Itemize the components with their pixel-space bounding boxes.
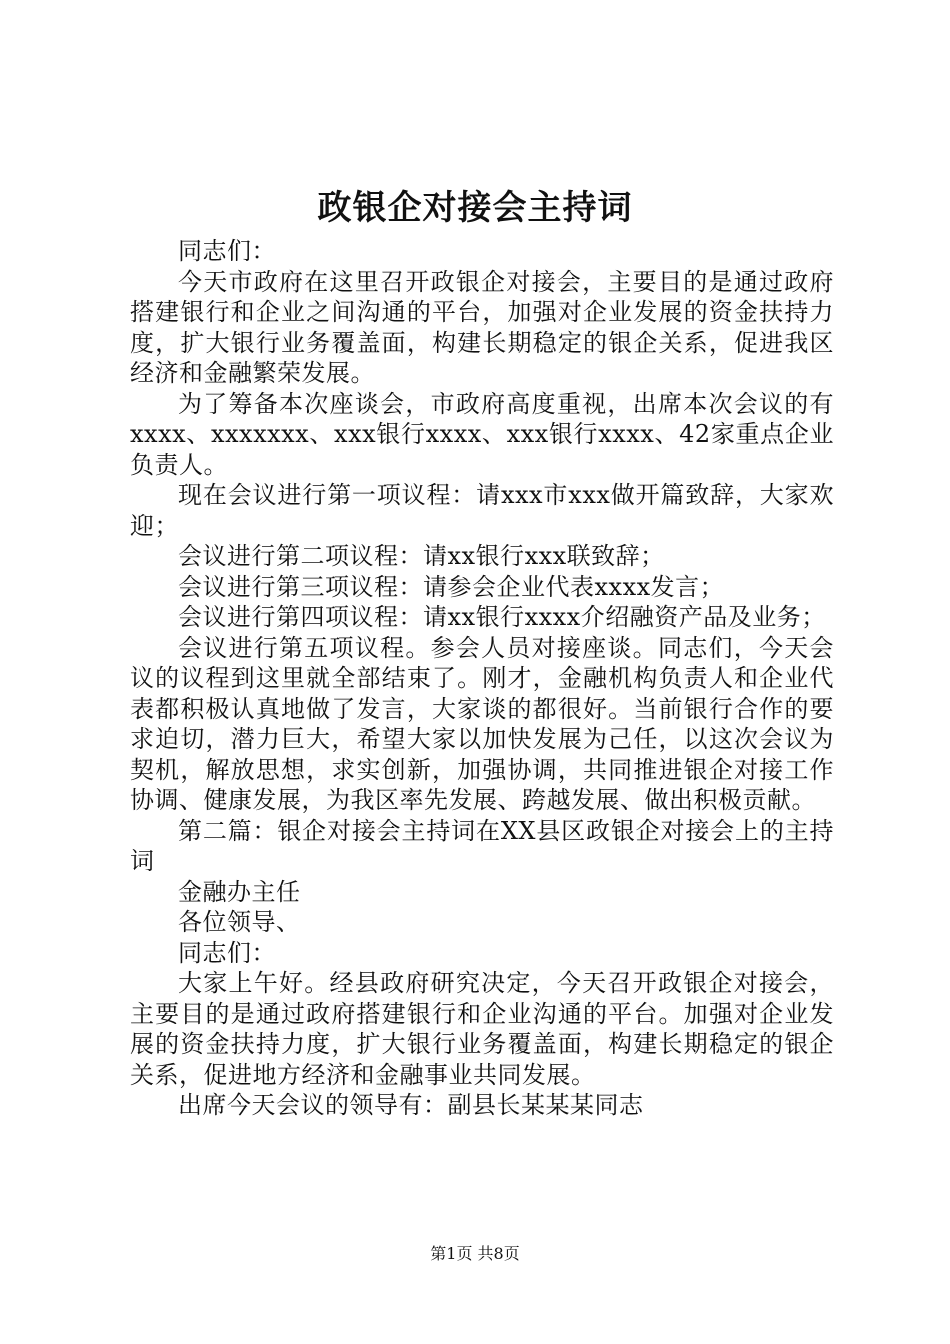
paragraph: 今天市政府在这里召开政银企对接会，主要目的是通过政府搭建银行和企业之间沟通的平台，加强对企业发展的资金扶持力度，扩大银行业务覆盖面，构建长期稳定的银企关系，促进我区经济和金融繁荣发展。	[130, 267, 834, 387]
paragraph: 为了筹备本次座谈会，市政府高度重视，出席本次会议的有xxxx、xxxxxxx、xxx银行xxxx、xxx银行xxxx、42家重点企业负责人。	[130, 389, 834, 479]
document-title: 政银企对接会主持词	[317, 188, 633, 228]
paragraph: 各位领导、	[178, 908, 301, 936]
paragraph: 会议进行第五项议程。参会人员对接座谈。同志们，今天会议的议程到这里就全部结束了。刚才，金融机构负责人和企业代表都积极认真地做了发言，大家谈的都很好。当前银行合作的要求迫切，潜力巨大，希望大家以加快发展为己任，以这次会议为契机，解放思想，求实创新，加强协调，共同推进银企对接工作协调、健康发展，为我区率先发展、跨越发展、做出积极贡献。	[130, 633, 834, 814]
paragraph: 会议进行第四项议程：请xx银行xxxx介绍融资产品及业务；	[178, 603, 826, 631]
paragraph: 大家上午好。经县政府研究决定，今天召开政银企对接会，主要目的是通过政府搭建银行和企业沟通的平台。加强对企业发展的资金扶持力度，扩大银行业务覆盖面，构建长期稳定的银企关系，促进地方经济和金融事业共同发展。	[130, 969, 834, 1089]
document-body	[130, 236, 834, 1121]
paragraph: 出席今天会议的领导有：副县长某某某同志	[178, 1091, 644, 1119]
paragraph: 会议进行第三项议程：请参会企业代表xxxx发言；	[178, 572, 725, 601]
paragraph: 同志们：	[178, 938, 276, 967]
paragraph: 第二篇：银企对接会主持词在XX县区政银企对接会上的主持词	[130, 816, 834, 875]
paragraph: 金融办主任	[178, 877, 301, 906]
paragraph: 现在会议进行第一项议程：请xxx市xxx做开篇致辞，大家欢迎；	[130, 481, 834, 540]
paragraph: 同志们：	[178, 237, 276, 265]
paragraph: 会议进行第二项议程：请xx银行xxx联致辞；	[178, 542, 665, 570]
page-number: 第1页 共8页	[430, 1244, 520, 1263]
